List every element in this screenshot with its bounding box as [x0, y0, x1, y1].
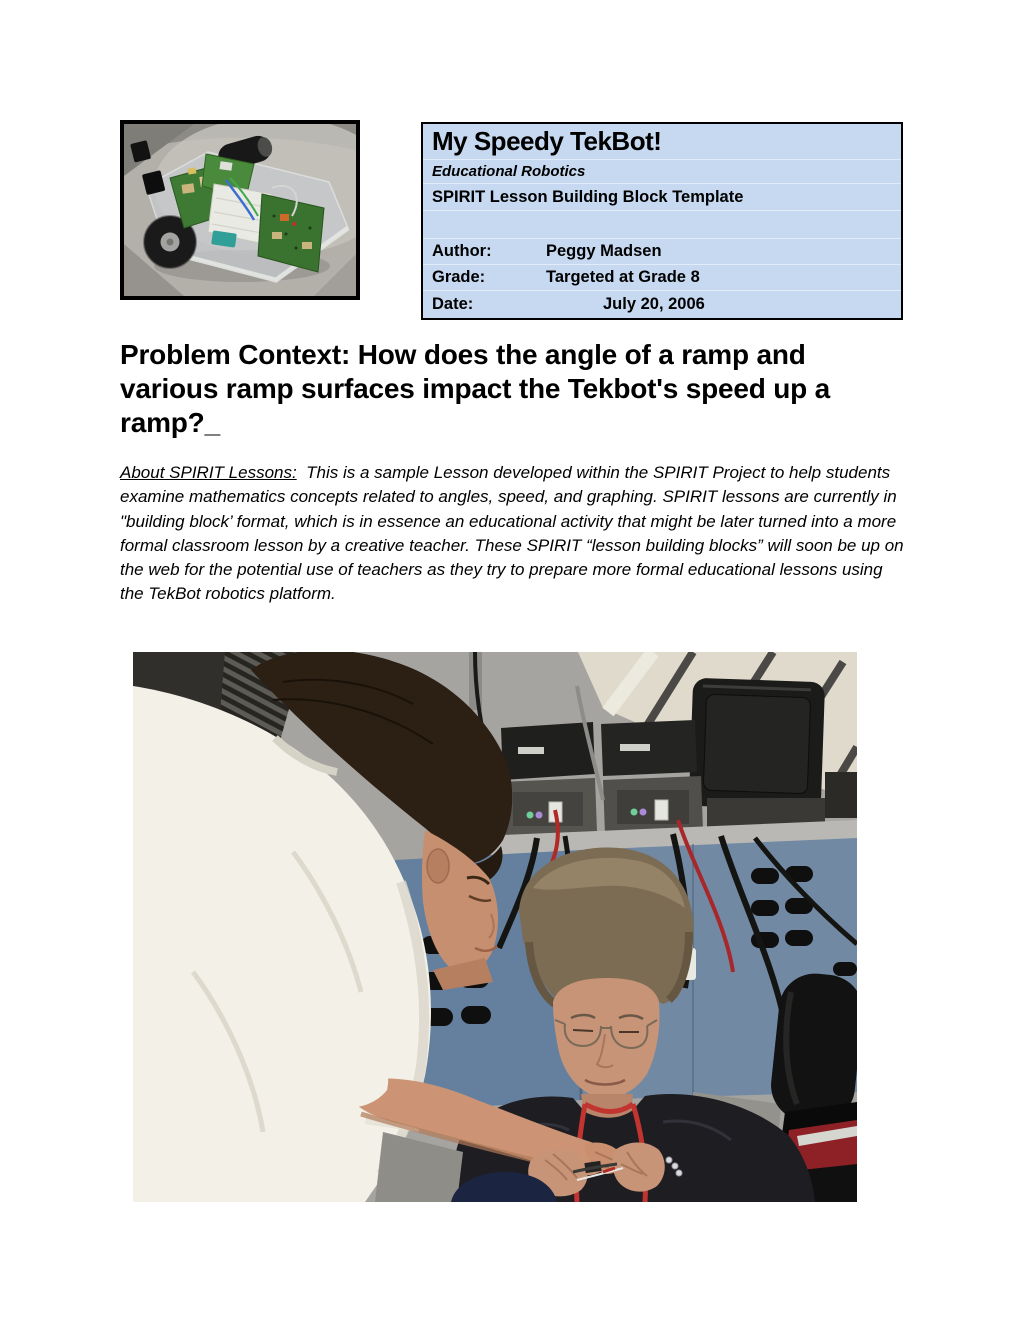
grade-label: Grade: [432, 268, 486, 286]
date-value: July 20, 2006 [603, 295, 705, 313]
table-blank-row [423, 211, 901, 239]
author-value: Peggy Madsen [546, 242, 662, 260]
tekbot-photo-art [124, 124, 356, 296]
about-body: This is a sample Lesson developed within the SPIRIT Project to help students examine mathematics concepts related to angles, speed, and graphing. SPIRIT lessons are currently in "building block’ format, which is in essence an educational activity that might be later turned into a more formal classroom lesson by a creative teacher. These SPIRIT “lesson building blocks” will soon be up on the web for the potential use of teachers as they try to prepare more formal educational lessons using the TekBot robotics platform. [120, 463, 904, 604]
about-paragraph [120, 461, 908, 607]
workshop-photo-art [133, 652, 857, 1202]
lesson-subtitle-italic: Educational Robotics [423, 160, 901, 184]
tekbot-photo [120, 120, 360, 300]
author-row [423, 239, 901, 265]
lesson-title: My Speedy TekBot! [423, 124, 901, 160]
workshop-photo [133, 652, 857, 1202]
date-label: Date: [432, 295, 474, 313]
author-label: Author: [432, 242, 492, 260]
about-lead: About SPIRIT Lessons: [120, 463, 297, 482]
problem-context-heading: Problem Context: How does the angle of a ramp and various ramp surfaces impact the Tekbot's speed up a ramp?_ [120, 339, 830, 438]
lesson-subtitle-bold: SPIRIT Lesson Building Block Template [423, 184, 901, 211]
date-row [423, 291, 901, 318]
grade-value: Targeted at Grade 8 [546, 268, 700, 286]
lesson-header-table [421, 122, 903, 320]
grade-row [423, 265, 901, 291]
